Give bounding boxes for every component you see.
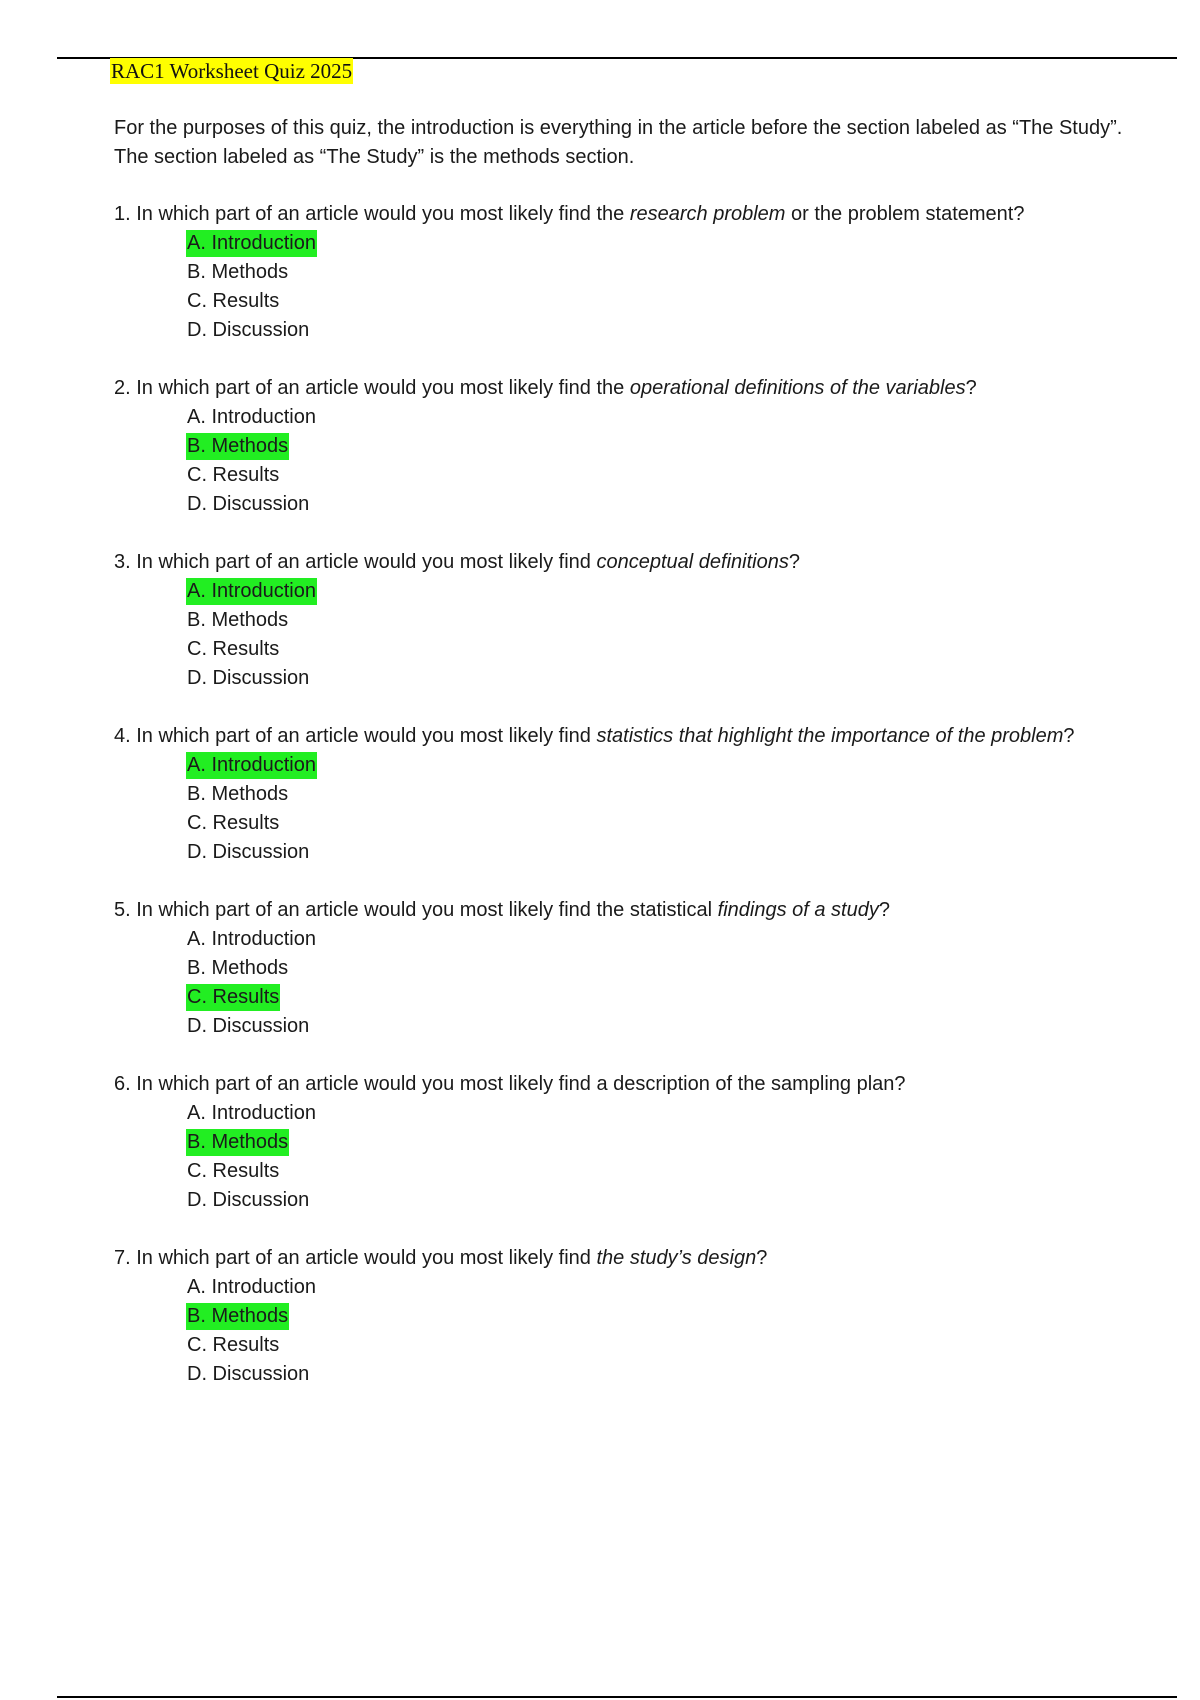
- question-number: 6.: [114, 1073, 131, 1095]
- answer-option-correct: [186, 1128, 1124, 1157]
- answer-option-label: C. Results: [186, 984, 280, 1011]
- answer-options: [114, 1099, 1124, 1215]
- answer-option-correct: [186, 751, 1124, 780]
- answer-option-label: B. Methods: [187, 783, 289, 805]
- answer-option: [186, 780, 1124, 809]
- answer-option-label: C. Results: [187, 812, 280, 834]
- answer-option-label: B. Methods: [186, 1129, 289, 1156]
- answer-option-label: B. Methods: [187, 261, 289, 283]
- answer-options: [114, 925, 1124, 1041]
- question-emphasis: research problem: [629, 203, 786, 225]
- question-emphasis: conceptual definitions: [596, 551, 789, 573]
- answer-option-correct: [186, 229, 1124, 258]
- answer-option-label: C. Results: [187, 1334, 280, 1356]
- answer-option: [186, 1273, 1124, 1302]
- answer-option-label: A. Introduction: [186, 578, 317, 605]
- question-text-end: ?: [878, 899, 890, 921]
- answer-option-label: A. Introduction: [187, 1102, 316, 1124]
- answer-option: [186, 838, 1124, 867]
- answer-option: [186, 1331, 1124, 1360]
- answer-option-label: A. Introduction: [187, 406, 316, 428]
- answer-option-label: D. Discussion: [187, 319, 310, 341]
- question-number: 1.: [114, 203, 131, 225]
- question-number: 2.: [114, 377, 131, 399]
- question-text-plain: In which part of an article would you most likely find the: [136, 377, 630, 399]
- answer-option-label: B. Methods: [186, 1303, 289, 1330]
- answer-option: [186, 258, 1124, 287]
- answer-option-label: B. Methods: [187, 609, 289, 631]
- answer-option-label: C. Results: [187, 638, 280, 660]
- answer-option-label: D. Discussion: [187, 1189, 310, 1211]
- question-text-end: ?: [756, 1247, 768, 1269]
- quiz-content: [114, 114, 1124, 1418]
- answer-options: [114, 403, 1124, 519]
- question-text-plain: In which part of an article would you most likely find: [136, 1247, 597, 1269]
- intro-paragraph: For the purposes of this quiz, the introduction is everything in the article before the section labeled as “The Study”. The section labeled as “The Study” is the methods section.: [114, 117, 1123, 168]
- question-text-end: ?: [788, 551, 800, 573]
- answer-option: [186, 287, 1124, 316]
- question-number: 4.: [114, 725, 131, 747]
- question-text-plain: In which part of an article would you most likely find: [136, 551, 597, 573]
- answer-option: [186, 606, 1124, 635]
- question-text-end: ?: [1063, 725, 1075, 747]
- question-emphasis: statistics that highlight the importance of the problem: [596, 725, 1064, 747]
- answer-option-label: D. Discussion: [187, 1363, 310, 1385]
- question-emphasis: the study’s design: [596, 1247, 757, 1269]
- answer-option-label: C. Results: [187, 464, 280, 486]
- answer-options: [114, 1273, 1124, 1389]
- answer-option: [186, 1012, 1124, 1041]
- answer-option-correct: [186, 983, 1124, 1012]
- question-text: [114, 1070, 1124, 1099]
- question-7: [114, 1244, 1124, 1389]
- question-text: [114, 896, 1124, 925]
- question-4: [114, 722, 1124, 867]
- answer-option-label: A. Introduction: [186, 752, 317, 779]
- answer-option: [186, 1099, 1124, 1128]
- question-5: [114, 896, 1124, 1041]
- answer-option: [186, 954, 1124, 983]
- answer-option-label: B. Methods: [187, 957, 289, 979]
- question-number: 5.: [114, 899, 131, 921]
- answer-option: [186, 635, 1124, 664]
- question-text-end: ?: [965, 377, 977, 399]
- question-text: [114, 722, 1124, 751]
- bottom-divider: [57, 1696, 1177, 1698]
- answer-options: [114, 751, 1124, 867]
- question-emphasis: operational definitions of the variables: [629, 377, 966, 399]
- answer-option-label: C. Results: [187, 1160, 280, 1182]
- answer-option-label: D. Discussion: [187, 841, 310, 863]
- answer-option: [186, 925, 1124, 954]
- answer-option: [186, 1157, 1124, 1186]
- answer-option: [186, 403, 1124, 432]
- question-text: [114, 1244, 1124, 1273]
- question-number: 3.: [114, 551, 131, 573]
- question-text: [114, 548, 1124, 577]
- question-text-plain: In which part of an article would you most likely find a description of the sampling plan?: [136, 1073, 906, 1095]
- answer-option: [186, 461, 1124, 490]
- answer-option: [186, 664, 1124, 693]
- answer-option-correct: [186, 577, 1124, 606]
- question-1: [114, 200, 1124, 345]
- answer-option-correct: [186, 432, 1124, 461]
- question-text: [114, 374, 1124, 403]
- question-list: [114, 200, 1124, 1389]
- document-title: RAC1 Worksheet Quiz 2025: [111, 59, 353, 83]
- answer-option: [186, 316, 1124, 345]
- answer-option-label: D. Discussion: [187, 667, 310, 689]
- answer-option-label: A. Introduction: [187, 928, 316, 950]
- answer-option-label: D. Discussion: [187, 493, 310, 515]
- answer-options: [114, 577, 1124, 693]
- question-2: [114, 374, 1124, 519]
- question-text-plain: In which part of an article would you most likely find: [136, 725, 597, 747]
- question-text: [114, 200, 1124, 229]
- answer-option: [186, 1360, 1124, 1389]
- answer-option: [186, 1186, 1124, 1215]
- answer-option-label: A. Introduction: [186, 230, 317, 257]
- question-text-plain: In which part of an article would you most likely find the statistical: [136, 899, 718, 921]
- answer-option-label: D. Discussion: [187, 1015, 310, 1037]
- answer-options: [114, 229, 1124, 345]
- answer-option: [186, 490, 1124, 519]
- answer-option-label: A. Introduction: [187, 1276, 316, 1298]
- answer-option-correct: [186, 1302, 1124, 1331]
- question-text-plain: In which part of an article would you most likely find the: [136, 203, 630, 225]
- question-emphasis: findings of a study: [717, 899, 879, 921]
- answer-option-label: B. Methods: [186, 433, 289, 460]
- question-3: [114, 548, 1124, 693]
- question-number: 7.: [114, 1247, 131, 1269]
- answer-option-label: C. Results: [187, 290, 280, 312]
- question-text-end: or the problem statement?: [785, 203, 1025, 225]
- answer-option: [186, 809, 1124, 838]
- question-6: [114, 1070, 1124, 1215]
